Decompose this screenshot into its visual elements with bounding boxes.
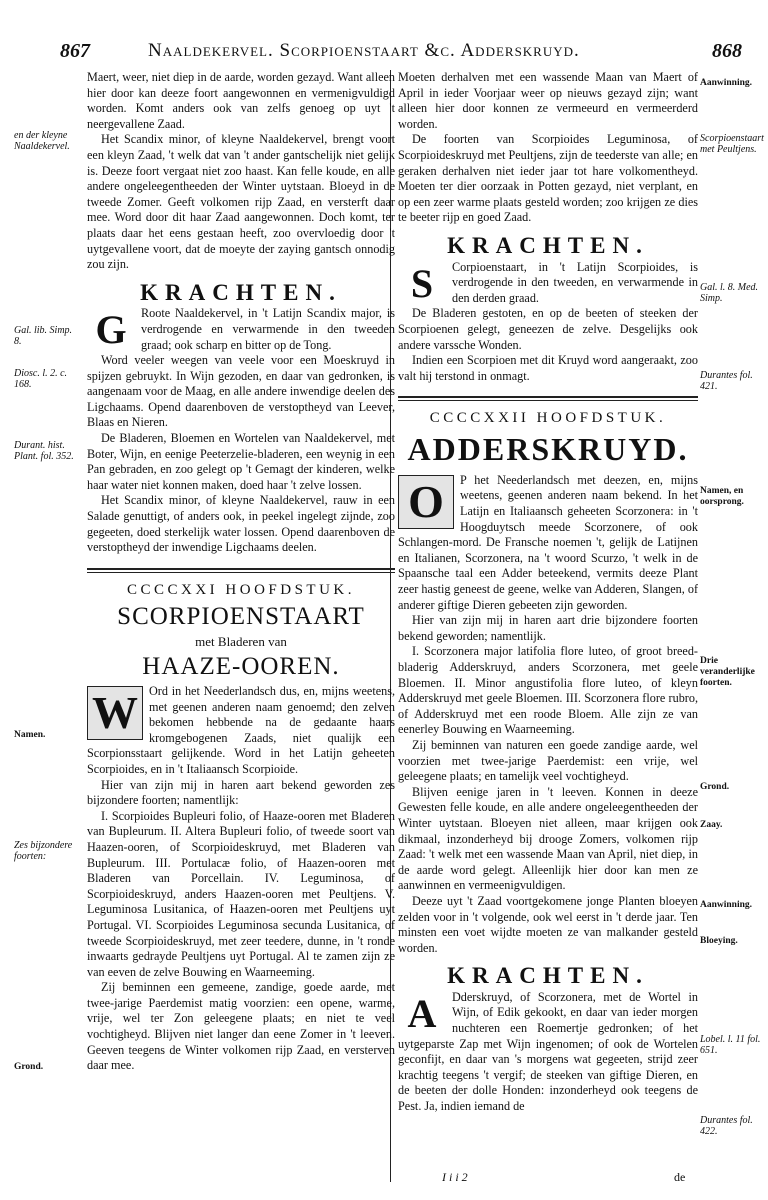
- margin-note: Gal. l. 8. Med. Simp.: [700, 282, 759, 304]
- margin-note: Grond.: [700, 782, 730, 792]
- section-heading: KRACHTEN.: [447, 963, 649, 989]
- drop-cap: S: [410, 260, 434, 306]
- paragraph: Zij beminnen een gemeene, zandige, goede aarde, met twee-jarige Paerdemist matig voorzien: een opene, warme, vrije, wel ter Zon geleegene plaats; en niet te veel vochtigheyd. Blijven niet langer dan eene Zomer in 't leeven. Geeven teegens de Winter volkomen rijp Zaad, en versterven daar mee.: [87, 980, 395, 1073]
- chapter-number: CCCCXXI HOOFDSTUK.: [126, 581, 356, 598]
- paragraph: Maert, weer, niet diep in de aarde, worden gezayd. Want alleen hier door kan deeze foort aangewonnen en vermenigvuldigd worden. Komt anders ook van zelfs genoeg op uyt 't neergevallene Zaad.: [87, 70, 395, 131]
- paragraph: De foorten van Scorpioides Leguminosa, of Scorpioideskruyd met Peultjens, zijn de teederste van alle; en geraken derhalven niet ieder jaar tot hare volkomentheyd. Moeten ter dier oorzaak in Potten gezayd, niet verplant, en op een zeer warme plaats gesteld worden; zoo krijgen ze dies te beeter rijp en goed Zaad.: [398, 132, 698, 225]
- paragraph: Het Scandix minor, of kleyne Naaldekervel, rauw in een Salade genuttigt, of anders ook, in peekel ingelegt zijnde, zoo gegeeten, doed sterkelijk water lossen. Opend daarenboven de verstoptheyd der inwendige Ligchaams deelen.: [87, 493, 395, 555]
- paragraph: I. Scorzonera major latifolia flore luteo, of groot breed-bladerig Adderskruyd, anders Scorzonera, met geele Bloemen. II. Minor angustifolia flore luteo, of kleyn Adderskruyd met geele Bloemen. III. Scorzonera flore rubro, of Adderskruyd met een roode Bloem. Alle zijn ze van eenerley Bouwing en Waarneeming.: [398, 644, 698, 737]
- paragraph: Corpioenstaart, in 't Latijn Scorpioides, is verdrogende in den tweeden, en verwarmende in den derden graad.: [452, 259, 698, 305]
- paragraph: Het Scandix minor, of kleyne Naaldekervel, brengt voort een kleyn Zaad, 't welk dat van 't ander gantschelijk niet gelijk is. Deeze foort vergaat niet zoo haast. Kan felle koude, en alle andere ongeleegentheeden der Winter uytstaan. Bloeyd in de tweede Zomer. Geeft volkomen rijp Zaad, en versterft daar mee. Word door dit haar Zaad aangewonnen. Doch komt, ter plaats daar het eens gestaan heeft, zoo overvloedig door 't uytgevallene voort, dat de moeyte der zaying gantsch onnodig zou zijn.: [87, 132, 395, 272]
- margin-note: Diosc. l. 2. c. 168.: [14, 368, 68, 390]
- drop-cap: A: [407, 990, 437, 1036]
- divider: [87, 568, 395, 573]
- paragraph: Indien een Scorpioen met dit Kruyd word aangeraakt, zoo valt hij terstond in onmagt.: [398, 353, 698, 383]
- paragraph: P het Neederlandsch met deezen, en, mijns weetens, geenen anderen naam bekend. In het Latijn en Italiaansch geheeten Scorzonera: in 't Hoogduytsch meede Scorzonere, of ook Schlangen-mord. De Fransche noemen 't, gelijk de Latijnen en Italianen, Scorzonera, na 't woord Scurzo, 't welk in de Spaansche taal een Adder beteekend, vermits deeze Plant zeer hastig geneest de geene, welke van Adderen, Slangen, of anderer giftige Dieren gebeeten zijn geworden.: [398, 472, 698, 612]
- paragraph: Zij beminnen van naturen een goede zandige aarde, wel voorzien met twee-jarige Paerdemist: een vrije, wel geleegene plaats; en tamelijk veel vochtigheyd.: [398, 737, 698, 784]
- catchword: de: [674, 1170, 686, 1184]
- paragraph: Word veeler weegen van veele voor een Moeskruyd in spijzen gebruykt. In Wijn gezoden, en daar van gedronken, is aangenaam voor de Maag, en alle andere inwendige deelen des Ligchaams. Opend daarenboven de verstoptheyd van Leever, Blaas en Nieren.: [87, 353, 395, 430]
- margin-note: Namen.: [14, 730, 46, 740]
- margin-note: Durantes fol. 422.: [700, 1115, 753, 1137]
- margin-note: Gal. lib. Simp. 8.: [14, 325, 73, 347]
- paragraph: Hier van zijn mij in haren aart bekend geworden zes bijzondere foorten; namentlijk:: [87, 777, 395, 808]
- chapter-title-2: HAAZE-OOREN.: [142, 653, 340, 680]
- signature-mark: I i i 2: [442, 1170, 468, 1184]
- ornamental-initial: W: [87, 686, 143, 740]
- margin-note: Aanwinning.: [700, 900, 753, 910]
- margin-note: Scorpioenstaart met Peultjens.: [700, 133, 764, 155]
- running-header: [0, 0, 768, 66]
- margin-note: Durant. hist. Plant. fol. 352.: [14, 440, 74, 462]
- paragraph: Moeten derhalven met een wassende Maan van Maert of April in ieder Voorjaar weer op nieuws gezayd zijn; want alleen hier door konnen ze vermeeurd en vermeerderd worden.: [398, 70, 698, 131]
- margin-note: Lobel. l. 11 fol. 651.: [700, 1034, 761, 1056]
- paragraph: De Bladeren gestoten, en op de beeten of steeken der Scorpioenen gelegt, geneezen de zelve. Desgelijks ook andere varssche Wonden.: [398, 306, 698, 352]
- margin-note: Grond.: [14, 1062, 44, 1072]
- left-column: [87, 70, 395, 1182]
- margin-note: Drie veranderlijke foorten.: [700, 656, 755, 688]
- divider: [398, 396, 698, 401]
- margin-note: Aanwinning.: [700, 78, 753, 88]
- paragraph: I. Scorpioides Bupleuri folio, of Haaze-ooren met Bladeren van Bupleurum. II. Altera Bupleuri folio, of tweede soort van Haazen-ooren, of Scorpioideskruyd, met Bladeren van Bupleurum. III. Portulacæ folio, of Haazen-ooren met Bladeren van Porcellain. IV. Leguminosa, of Scorpioideskruyd, anders Haazen-ooren met Peultjens. V. Leguminosa Lusitanica, of Haazen-ooren met Peultjens uyt Portugal. VI. Scorpioides Leguminosa secunda Lusitanica, of tweede Scorpioideskruyd, met zeer teedere, dunne, in 't ronde inwaarts gedrayde Peultjens uyt Portugal. Al te zamen zijn ze van eeven de zelve Bouwing en Waarneeming.: [87, 808, 395, 979]
- paragraph: De Bladeren, Bloemen en Wortelen van Naaldekervel, met Boter, Wijn, en eenige Peeterzelie-bladeren, een weynig in een Pan gebraden, en zoo gelegt op 't Gemagt der kinderen, welke haar water niet konnen maken, doed haar 't zelve lossen.: [87, 431, 395, 492]
- chapter-subtitle: met Bladeren van: [195, 634, 287, 650]
- paragraph: Dderskruyd, of Scorzonera, met de Wortel in Wijn, of Edik gekookt, en daar van ieder morgen nuchteren een Roemertje gedronken; of het uytgeparste Zap met Wijn ingenomen; of ook de Wortelen geconfijt, en daar van 's morgens wat gegeeten, strijd zeer krachtig teegens 't vergif; de steeken van giftige Dieren, en de beeten der dolle Honden: inzonderheyd ook teegens de Pest. Ja, indien iemand de: [398, 989, 698, 1114]
- margin-note: Zaay.: [700, 820, 723, 830]
- margin-note: Zes bijzondere foorten:: [14, 840, 73, 862]
- paragraph: Ord in het Neederlandsch dus, en, mijns weetens, met geenen anderen naam genoemd; den zelven bekomen hebbende na de gedaante haars kromgebogenen Zaads, niet qualijk een Scorpionsstaart gelijkende. Word in het Latijn geheeten Scorpioides, en in 't Italiaansch Scorpioide.: [87, 684, 395, 776]
- margin-note: Namen, en oorsprong.: [700, 486, 744, 507]
- paragraph: Blijven eenige jaren in 't leeven. Konnen in deeze Gewesten felle koude, en alle andere ongeleegentheeden der Winter uytstaan. Bloeyen niet alleen, maar krijgen ook dikmaal, inzonderheyd bij drooge Zomers, volkomen rijp Zaad: 't welk met een wassende Maan van April, niet diep, in de aarde word gelegt. Alleenlijk hier door kan men ze aanwinnen en vermeenigvuldigen.: [398, 784, 698, 893]
- chapter-title: ADDERSKRUYD.: [407, 430, 689, 467]
- chapter-number: CCCCXXII HOOFDSTUK.: [429, 410, 667, 427]
- margin-note: Bloeying.: [700, 936, 738, 946]
- page-number-left: 867: [60, 40, 90, 62]
- running-title: Naaldekervel. Scorpioenstaart &c. Adderskruyd.: [148, 40, 580, 61]
- ornamental-initial: O: [398, 475, 454, 529]
- chapter-title: SCORPIOENSTAART: [117, 603, 365, 631]
- margin-note: Durantes fol. 421.: [700, 370, 753, 392]
- page-number-right: 868: [712, 40, 742, 62]
- section-heading: KRACHTEN.: [447, 232, 649, 258]
- paragraph: Roote Naaldekervel, in 't Latijn Scandix major, is verdrogende en verwarmende in den tweeden graad; ook scharp en bitter op de Tong.: [141, 306, 395, 352]
- paragraph: Hier van zijn mij in haren aart drie bijzondere foorten bekend geworden; namentlijk.: [398, 613, 698, 643]
- paragraph: Deeze uyt 't Zaad voortgekomene jonge Planten bloeyen zelden voor in 't volgende, ook wel eerst in 't derde jaar. Ten minsten een voet wijdte moeten ze van malkander gesteld worden.: [398, 893, 698, 955]
- section-heading: KRACHTEN.: [140, 279, 342, 305]
- margin-note: en der kleyne Naaldekervel.: [14, 130, 70, 152]
- drop-cap: G: [95, 307, 127, 353]
- right-column: [398, 70, 698, 1182]
